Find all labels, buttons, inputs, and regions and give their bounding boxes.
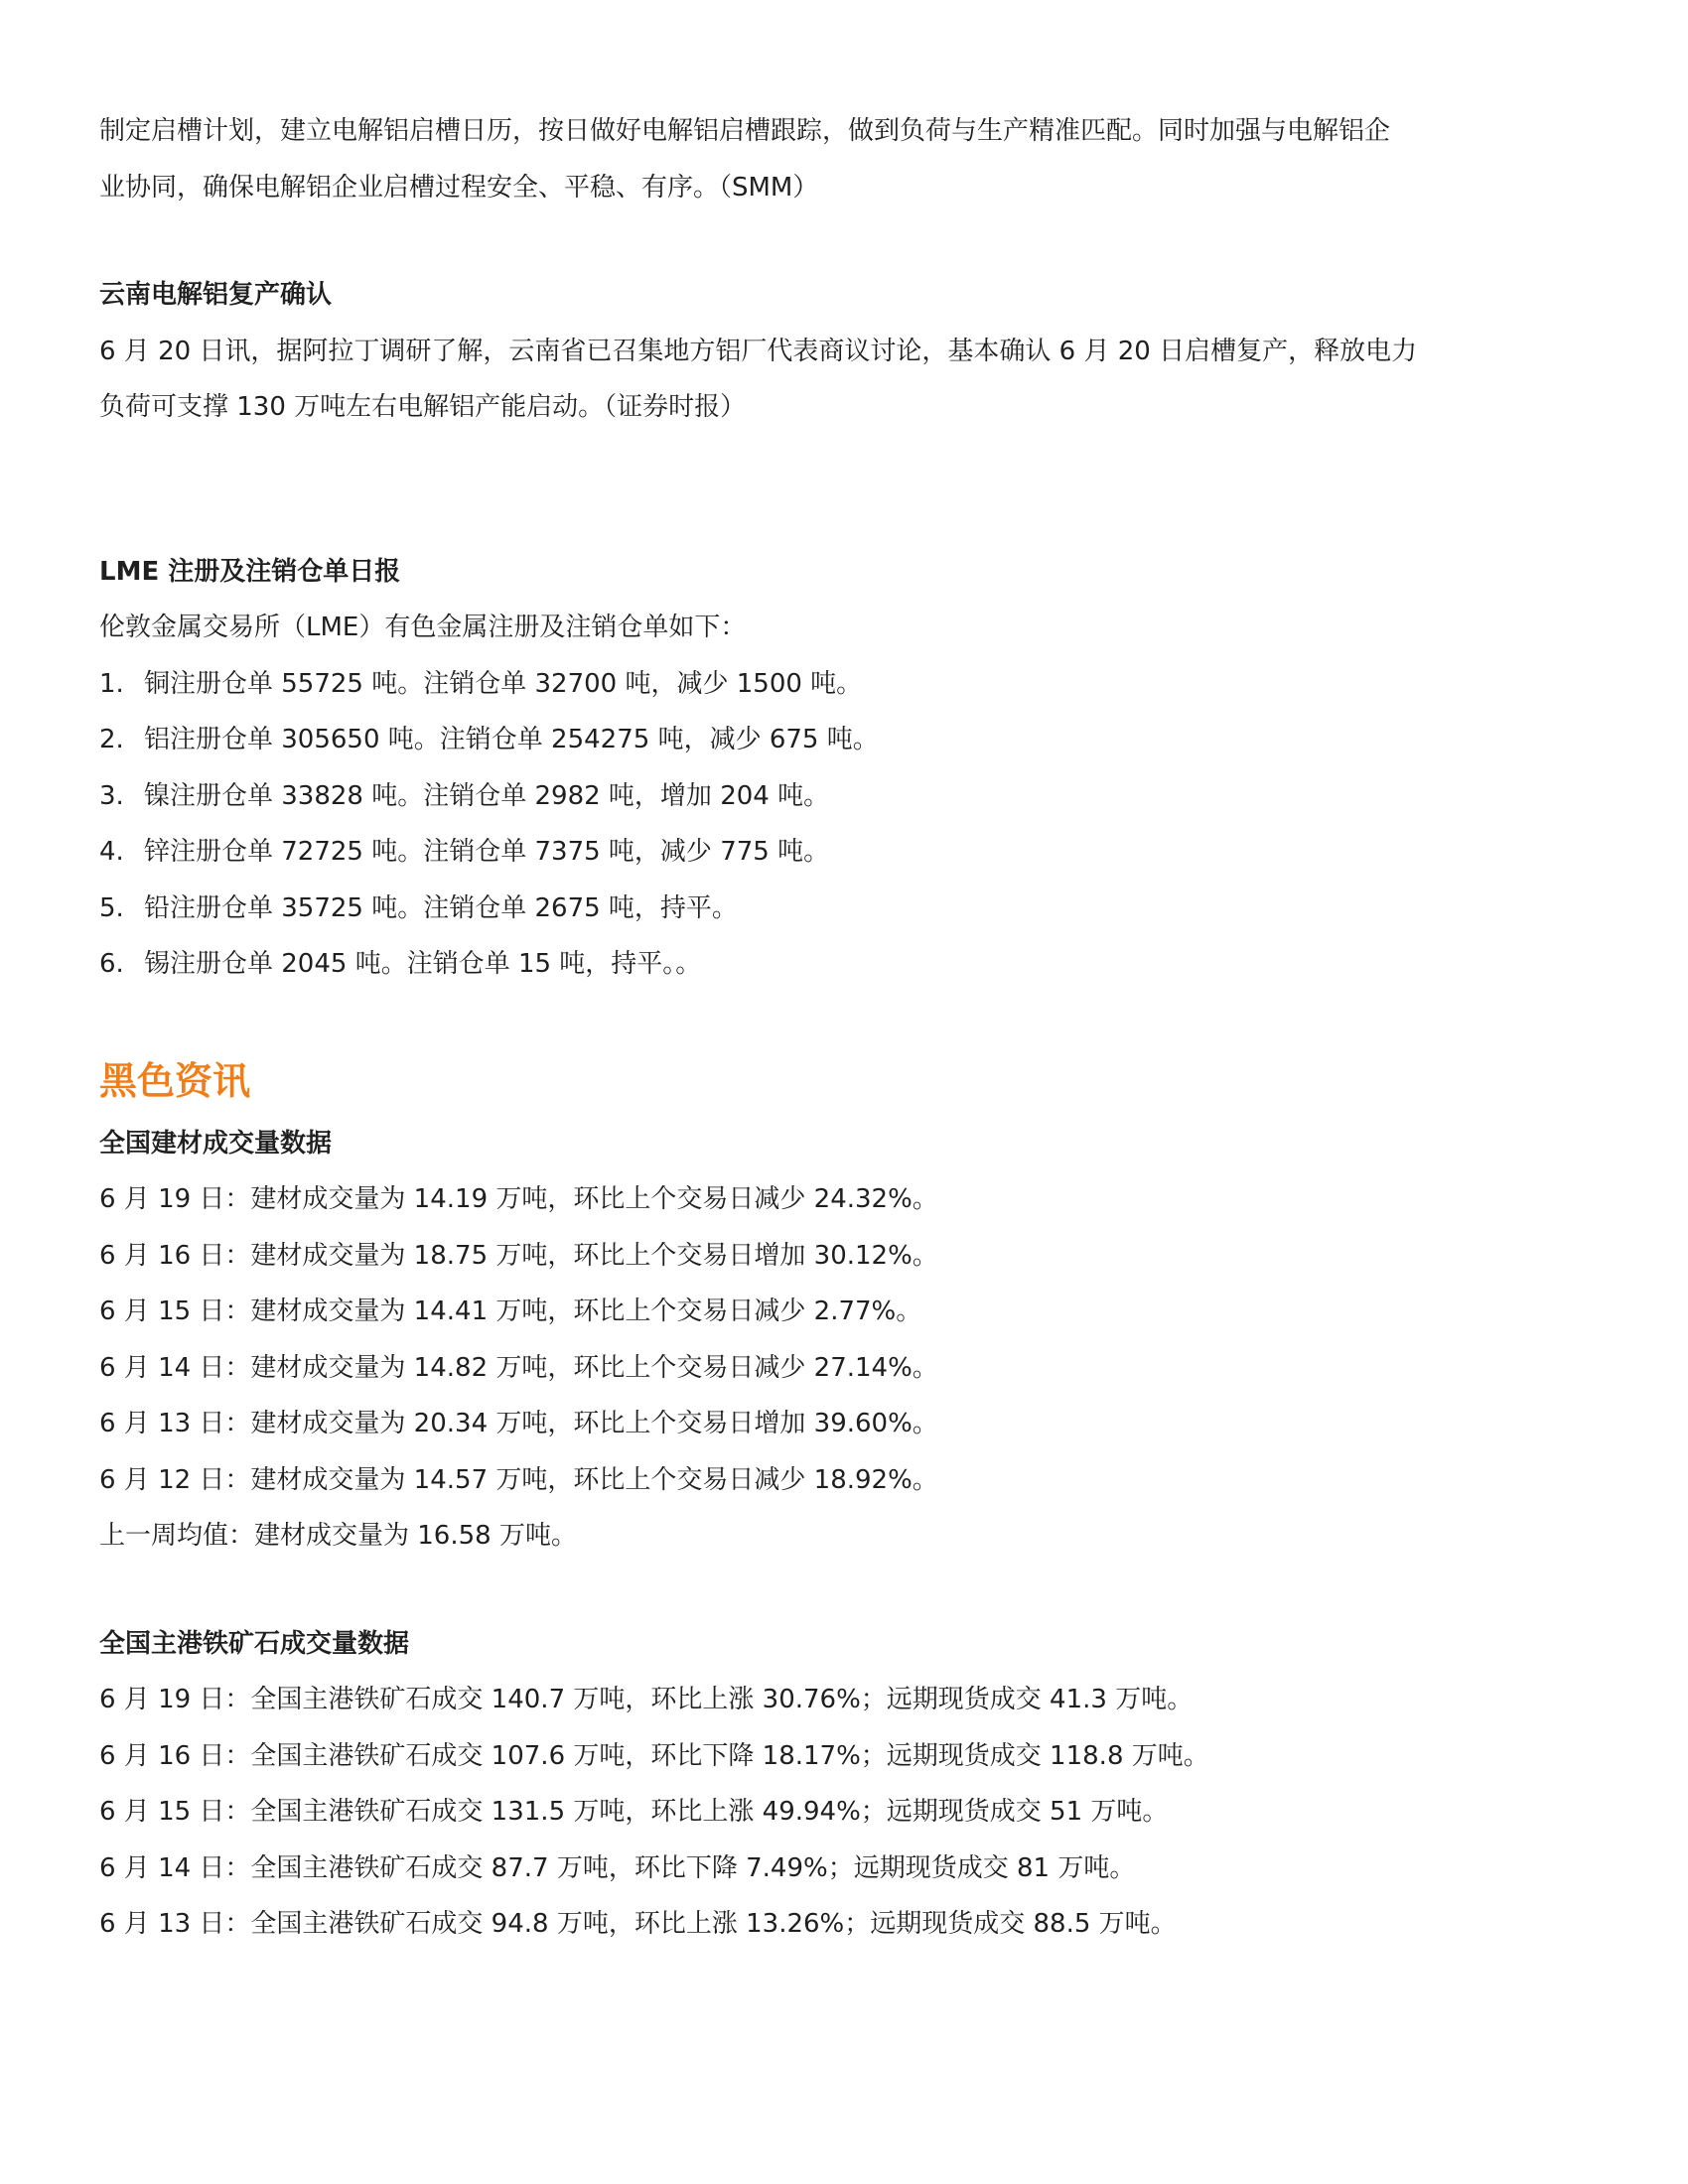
text-line: 6 月 12 日：建材成交量为 14.57 万吨，环比上个交易日减少 18.92%。 <box>99 1464 938 1495</box>
black-section <box>99 1046 1589 1953</box>
text-line: 6 月 20 日讯，据阿拉丁调研了解，云南省已召集地方铝厂代表商议讨论，基本确认 6 月 20 日启槽复产，释放电力 <box>99 336 1418 366</box>
text-line: 6 月 15 日：全国主港铁矿石成交 131.5 万吨，环比上涨 49.94%；远期现货成交 51 万吨。 <box>99 1797 1169 1827</box>
lme-heading: LME 注册及注销仓单日报 <box>99 556 401 587</box>
list-number: 3. <box>99 780 124 811</box>
list-text: 铝注册仓单 305650 吨。注销仓单 254275 吨，减少 675 吨。 <box>144 725 879 754</box>
spacer <box>99 1565 1589 1616</box>
list-text: 铜注册仓单 55725 吨。注销仓单 32700 吨，减少 1500 吨。 <box>144 668 863 699</box>
list-item <box>99 656 1589 713</box>
list-item <box>99 768 1589 825</box>
list-item <box>99 824 1589 881</box>
building-materials-block <box>99 1116 1589 1565</box>
text-line: 制定启槽计划，建立电解铝启槽日历，按日做好电解铝启槽跟踪，做到负荷与生产精准匹配。同时加强与电解铝企 <box>99 116 1391 146</box>
spacer <box>99 993 1589 1046</box>
black-section-title: 黑色资讯 <box>99 1058 251 1103</box>
yunnan-heading: 云南电解铝复产确认 <box>99 280 333 310</box>
text-line: 6 月 13 日：建材成交量为 20.34 万吨，环比上个交易日增加 39.60%。 <box>99 1409 938 1438</box>
text-line: 6 月 16 日：建材成交量为 18.75 万吨，环比上个交易日增加 30.12%。 <box>99 1240 938 1271</box>
list-item <box>99 936 1589 993</box>
list-number: 4. <box>99 837 124 867</box>
text-line: 6 月 14 日：全国主港铁矿石成交 87.7 万吨，环比下降 7.49%；远期现货成交 81 万吨。 <box>99 1852 1136 1883</box>
intro-paragraph <box>99 103 1589 215</box>
lme-intro: 伦敦金属交易所（LME）有色金属注册及注销仓单如下： <box>99 613 747 642</box>
list-number: 1. <box>99 668 124 699</box>
text-line: 业协同，确保电解铝企业启槽过程安全、平稳、有序。（SMM） <box>99 172 819 203</box>
list-number: 2. <box>99 725 124 754</box>
text-line: 上一周均值：建材成交量为 16.58 万吨。 <box>99 1521 577 1551</box>
spacer <box>99 215 1589 267</box>
text-line: 6 月 19 日：全国主港铁矿石成交 140.7 万吨，环比上涨 30.76%；远期现货成交 41.3 万吨。 <box>99 1685 1194 1714</box>
list-text: 锌注册仓单 72725 吨。注销仓单 7375 吨，减少 775 吨。 <box>144 837 830 867</box>
text-line: 6 月 19 日：建材成交量为 14.19 万吨，环比上个交易日减少 24.32%。 <box>99 1184 938 1214</box>
text-line: 6 月 14 日：建材成交量为 14.82 万吨，环比上个交易日减少 27.14%。 <box>99 1352 938 1383</box>
lme-section <box>99 544 1589 993</box>
list-number: 6. <box>99 949 124 979</box>
list-item <box>99 881 1589 937</box>
iron-ore-heading: 全国主港铁矿石成交量数据 <box>99 1628 410 1659</box>
iron-ore-block <box>99 1616 1589 1953</box>
yunnan-section <box>99 267 1589 436</box>
list-item <box>99 712 1589 768</box>
building-heading: 全国建材成交量数据 <box>99 1128 333 1159</box>
list-number: 5. <box>99 892 124 923</box>
text-line: 6 月 16 日：全国主港铁矿石成交 107.6 万吨，环比下降 18.17%；远期现货成交 118.8 万吨。 <box>99 1740 1209 1771</box>
list-text: 镍注册仓单 33828 吨。注销仓单 2982 吨，增加 204 吨。 <box>144 780 830 811</box>
text-line: 6 月 13 日：全国主港铁矿石成交 94.8 万吨，环比上涨 13.26%；远期现货成交 88.5 万吨。 <box>99 1909 1177 1939</box>
text-line: 6 月 15 日：建材成交量为 14.41 万吨，环比上个交易日减少 2.77%。 <box>99 1297 922 1326</box>
list-text: 铅注册仓单 35725 吨。注销仓单 2675 吨，持平。 <box>144 892 738 923</box>
document-page <box>99 103 1589 1953</box>
list-text: 锡注册仓单 2045 吨。注销仓单 15 吨，持平。。 <box>144 949 702 979</box>
spacer <box>99 436 1589 544</box>
text-line: 负荷可支撑 130 万吨左右电解铝产能启动。（证券时报） <box>99 392 747 422</box>
